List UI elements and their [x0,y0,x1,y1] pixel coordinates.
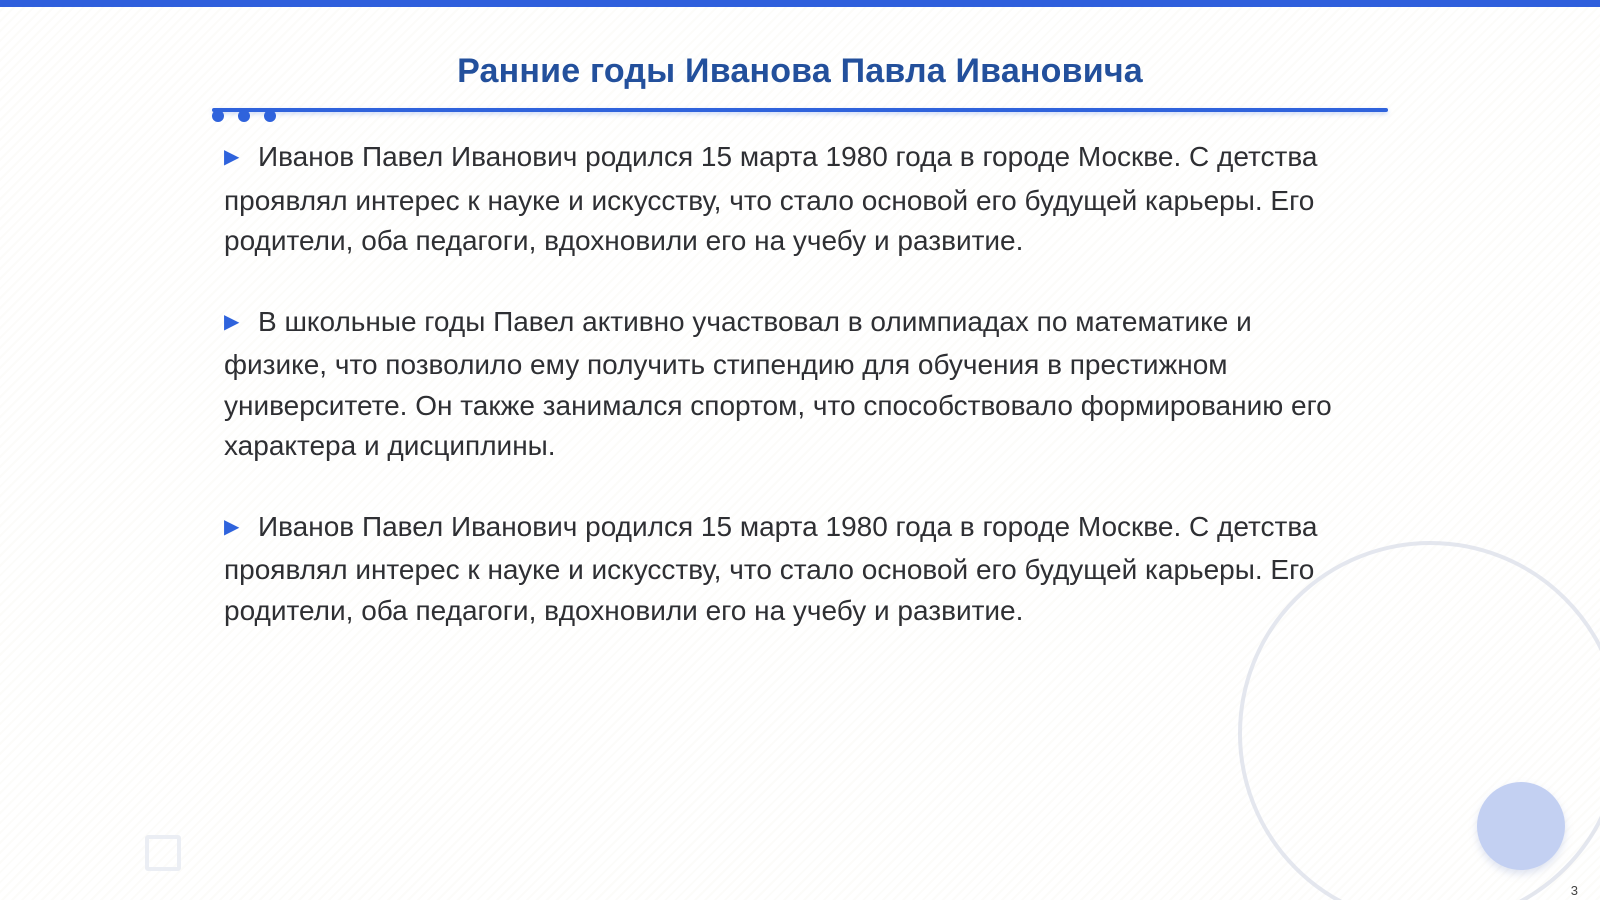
triangle-right-icon: ▶ [224,515,240,538]
decorative-dot-2 [238,110,250,122]
decorative-square [145,835,181,871]
bullet-text-1: Иванов Павел Иванович родился 15 марта 1980 года в городе Москве. С детства проявлял интерес к науке и искусству, что стало основой его будущей карьеры. Его родители, оба педагоги, вдохновили его на учебу и развитие. [224,141,1318,256]
top-accent-bar [0,0,1600,7]
triangle-right-icon: ▶ [224,146,240,168]
bullet-paragraph-1 [224,137,1344,262]
decorative-dot-3 [264,110,276,122]
bullet-text-3: Иванов Павел Иванович родился 15 марта 1980 года в городе Москве. С детства проявлял интерес к науке и искусству, что стало основой его будущей карьеры. Его родители, оба педагоги, вдохновили его на учебу и развитие. [224,510,1318,626]
decorative-circle [1477,782,1565,870]
page-number: 3 [1570,883,1578,898]
triangle-right-icon: ▶ [224,310,240,333]
bullet-list [224,137,1344,671]
slide-title: Ранние годы Иванова Павла Ивановича [457,52,1143,90]
bullet-text-2: В школьные годы Павел активно участвовал в олимпиадах по математике и физике, что позволило ему получить стипендию для обучения в престижном университете. Он также занимался спортом, что способствовало формированию его характера и дисциплины. [224,305,1332,461]
bullet-paragraph-3 [224,507,1344,632]
bullet-paragraph-2 [224,302,1344,467]
title-underline [212,108,1388,112]
decorative-dot-1 [212,110,224,122]
